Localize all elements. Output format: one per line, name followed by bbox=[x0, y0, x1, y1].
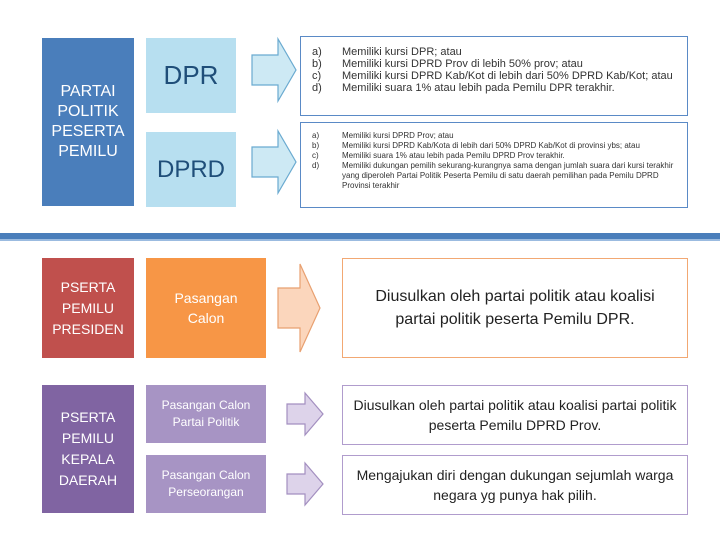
peserta-pemilu-presiden-label: PSERTA PEMILU PRESIDEN bbox=[52, 278, 124, 337]
partai-politik-label: PARTAI POLITIK PESERTA PEMILU bbox=[51, 83, 125, 160]
arrow-right-icon bbox=[250, 127, 298, 197]
list-item: b) Memiliki kursi DPRD Prov di lebih 50% prov; atau bbox=[312, 58, 583, 70]
arrow-right-icon bbox=[250, 35, 298, 105]
dpr-requirements-list bbox=[312, 46, 682, 94]
list-item: d) Memiliki suara 1% atau lebih pada Pemilu DPR terakhir. bbox=[312, 82, 615, 94]
list-item: a) Memiliki kursi DPR; atau bbox=[312, 46, 462, 58]
pasangan-calon-box bbox=[146, 258, 266, 358]
list-item: d) Memiliki dukungan pemilih sekurang-kurangnya sama dengan jumlah suara dari kursi terakhir yang diperoleh Partai Politik Peserta Pemilu di satu daerah pemilihan pada Pemilu DPRD Provinsi terakhir bbox=[312, 161, 674, 190]
pasangan-calon-perseorangan-box bbox=[146, 455, 266, 513]
list-item: c) Memiliki suara 1% atau lebih pada Pemilu DPRD Prov terakhir. bbox=[312, 151, 565, 160]
arrow-right-icon bbox=[276, 258, 322, 358]
arrow-right-icon bbox=[285, 460, 325, 508]
dprd-box bbox=[146, 132, 236, 207]
peserta-pemilu-kepala-daerah-box bbox=[42, 385, 134, 513]
peserta-pemilu-presiden-box bbox=[42, 258, 134, 358]
peserta-pemilu-kepala-daerah-label: PSERTA PEMILU KEPALA DAERAH bbox=[58, 409, 118, 488]
presiden-requirement-text: Diusulkan oleh partai politik atau koalisi partai politik peserta Pemilu DPR. bbox=[375, 288, 655, 328]
dprd-label: DPRD bbox=[156, 155, 225, 183]
pasangan-calon-label: Pasangan Calon bbox=[174, 290, 238, 326]
list-item: b) Memiliki kursi DPRD Kab/Kota di lebih dari 50% DPRD Kab/Kot di provinsi ybs; atau bbox=[312, 141, 640, 150]
kepala-daerah-perseorangan-requirement-text: Mengajukan diri dengan dukungan sejumlah warga negara yg punya hak pilih. bbox=[356, 467, 674, 503]
kepala-daerah-partai-requirement-box bbox=[342, 385, 688, 445]
partai-politik-box bbox=[42, 38, 134, 206]
presiden-requirement-box bbox=[342, 258, 688, 358]
pasangan-calon-partai-politik-box bbox=[146, 385, 266, 443]
kepala-daerah-partai-requirement-text: Diusulkan oleh partai politik atau koalisi partai politik peserta Pemilu DPRD Prov. bbox=[353, 397, 677, 433]
dpr-box bbox=[146, 38, 236, 113]
arrow-right-icon bbox=[285, 390, 325, 438]
pasangan-calon-partai-politik-label: Pasangan Calon Partai Politik bbox=[161, 398, 251, 429]
kepala-daerah-perseorangan-requirement-box bbox=[342, 455, 688, 515]
pasangan-calon-perseorangan-label: Pasangan Calon Perseorangan bbox=[161, 468, 251, 499]
dprd-requirements-list bbox=[312, 131, 684, 191]
list-item: a) Memiliki kursi DPRD Prov; atau bbox=[312, 131, 454, 140]
section-divider-accent bbox=[0, 239, 720, 241]
dpr-label: DPR bbox=[163, 60, 219, 90]
list-item: c) Memiliki kursi DPRD Kab/Kot di lebih dari 50% DPRD Kab/Kot; atau bbox=[312, 70, 673, 82]
